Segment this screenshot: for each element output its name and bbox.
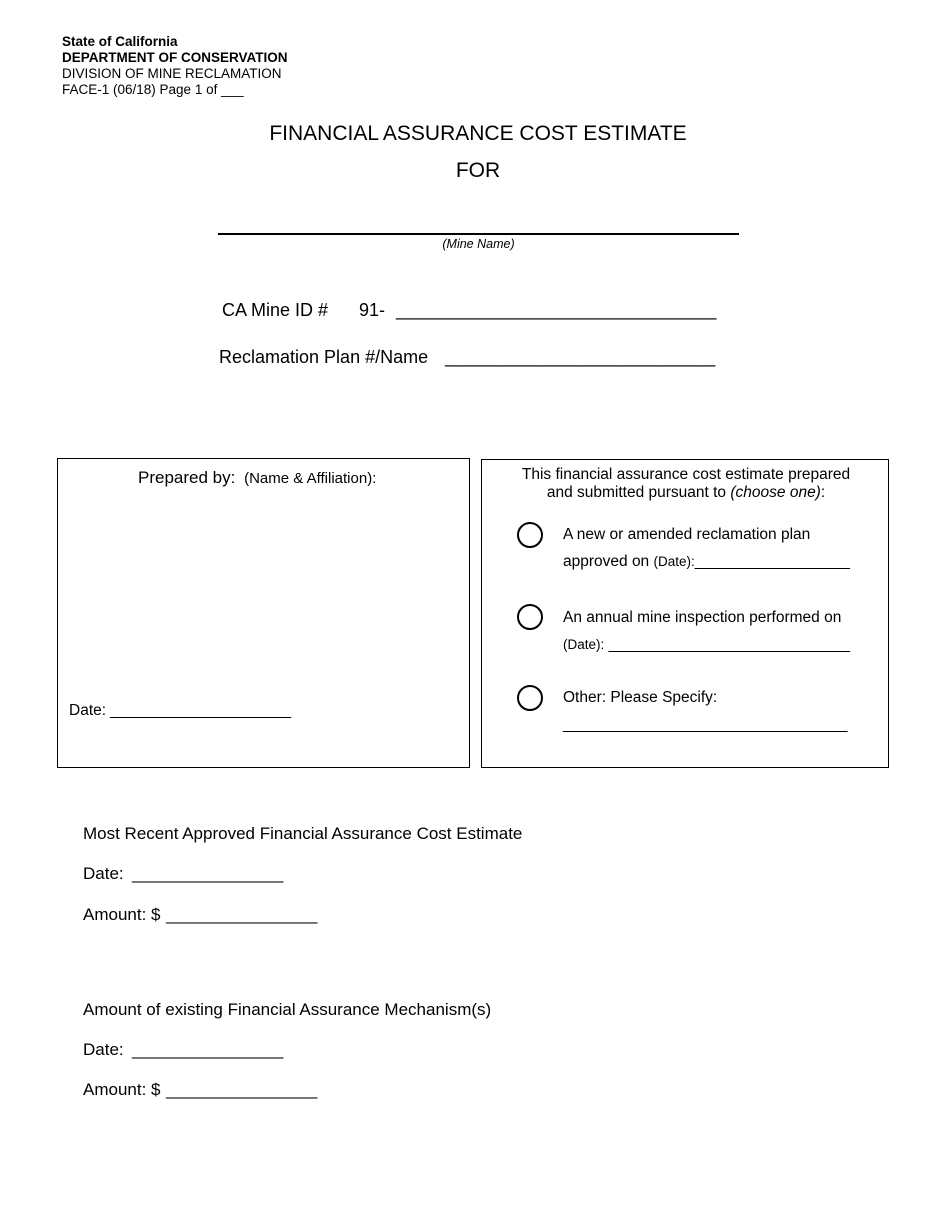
option-3-specify-field[interactable]: _________________________________ bbox=[563, 716, 848, 733]
recent-estimate-heading: Most Recent Approved Financial Assurance Cost Estimate bbox=[83, 824, 523, 843]
option-1-approved-on: approved on bbox=[563, 553, 650, 570]
existing-date-label: Date: bbox=[83, 1040, 124, 1059]
option-1-line2 bbox=[563, 553, 850, 571]
mine-id-field[interactable]: ________________________________ bbox=[396, 300, 717, 320]
prepared-by-label bbox=[138, 468, 376, 488]
option-1-date-field[interactable]: __________________ bbox=[694, 553, 850, 570]
mine-id-prefix: 91- bbox=[359, 300, 386, 320]
state-name: State of California bbox=[62, 34, 178, 49]
option-3-line1: Other: Please Specify: bbox=[563, 689, 718, 706]
recent-amount-field[interactable]: ________________ bbox=[166, 905, 318, 924]
reclamation-plan-label: Reclamation Plan #/Name bbox=[219, 347, 429, 367]
radio-annual-inspection[interactable] bbox=[517, 604, 543, 630]
pursuant-colon: : bbox=[820, 484, 826, 501]
option-2-date-field[interactable]: ____________________________ bbox=[608, 636, 850, 653]
prepared-date-field[interactable]: _____________________ bbox=[110, 702, 292, 719]
division-name: DIVISION OF MINE RECLAMATION bbox=[62, 66, 282, 81]
mine-name-field[interactable] bbox=[218, 233, 739, 235]
prepared-by-label-text: Prepared by: bbox=[138, 468, 236, 487]
form-id: FACE-1 (06/18) Page 1 of ___ bbox=[62, 82, 244, 97]
existing-mechanism-heading: Amount of existing Financial Assurance Mechanism(s) bbox=[83, 1000, 492, 1019]
radio-other[interactable] bbox=[517, 685, 543, 711]
option-1-date-label: (Date): bbox=[653, 554, 695, 569]
pursuant-box bbox=[481, 459, 889, 768]
recent-date-label: Date: bbox=[83, 864, 124, 883]
pursuant-line2-prefix: and submitted pursuant to bbox=[546, 484, 727, 501]
prepared-by-sublabel: (Name & Affiliation): bbox=[244, 470, 377, 487]
existing-date-field[interactable]: ________________ bbox=[132, 1040, 284, 1059]
prepared-date-label: Date: bbox=[69, 702, 107, 719]
option-2-line2 bbox=[563, 636, 850, 654]
existing-amount-field[interactable]: ________________ bbox=[166, 1080, 318, 1099]
option-2-date-label: (Date): bbox=[563, 637, 605, 652]
pursuant-choose-one: (choose one) bbox=[730, 484, 821, 501]
option-1-line1: A new or amended reclamation plan bbox=[563, 526, 811, 543]
existing-amount-label: Amount: $ bbox=[83, 1080, 161, 1099]
recent-date-field[interactable]: ________________ bbox=[132, 864, 284, 883]
radio-new-amended-plan[interactable] bbox=[517, 522, 543, 548]
recent-amount-label: Amount: $ bbox=[83, 905, 161, 924]
mine-name-caption: (Mine Name) bbox=[442, 237, 515, 251]
mine-id-label: CA Mine ID # bbox=[222, 300, 329, 320]
department-name: DEPARTMENT OF CONSERVATION bbox=[62, 50, 288, 65]
pursuant-line2 bbox=[482, 484, 890, 502]
form-title: FINANCIAL ASSURANCE COST ESTIMATE bbox=[269, 122, 687, 145]
option-2-line1: An annual mine inspection performed on bbox=[563, 609, 842, 626]
prepared-by-box bbox=[57, 458, 470, 768]
form-title-for: FOR bbox=[455, 159, 501, 182]
reclamation-plan-field[interactable]: ___________________________ bbox=[445, 347, 716, 367]
pursuant-line1: This financial assurance cost estimate prepared bbox=[521, 466, 851, 483]
